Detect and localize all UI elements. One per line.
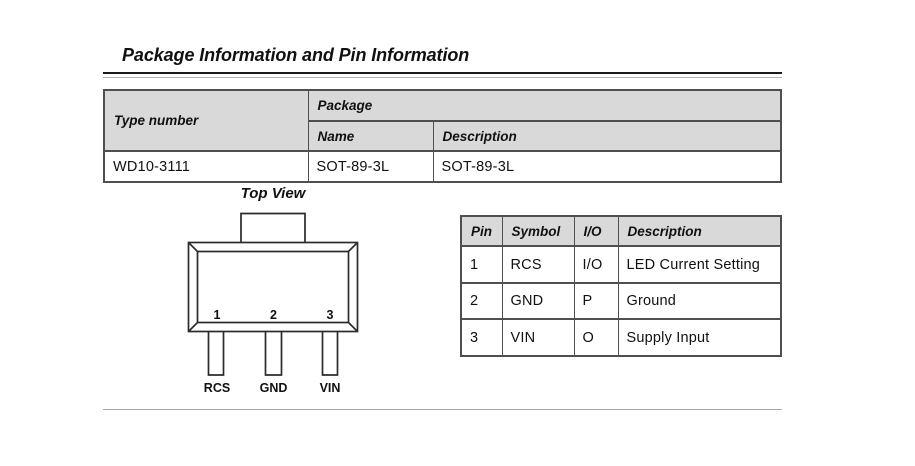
table-row	[104, 151, 781, 182]
cell-description: Ground	[618, 283, 781, 319]
cell-pin: 2	[461, 283, 502, 319]
cell-symbol: RCS	[502, 246, 574, 283]
pin-lead-3	[323, 332, 338, 376]
package-info-table	[103, 89, 782, 183]
title-rule-dark	[103, 72, 782, 74]
corner-bevel-top-left	[189, 243, 198, 252]
cell-description: Supply Input	[618, 319, 781, 356]
header-pin: Pin	[461, 216, 502, 246]
package-tab	[241, 214, 305, 243]
corner-bevel-bottom-left	[189, 323, 198, 332]
corner-bevel-top-right	[349, 243, 358, 252]
table-row	[461, 246, 781, 283]
pin-info-table	[460, 215, 782, 357]
corner-bevel-bottom-right	[349, 323, 358, 332]
cell-package-description: SOT-89-3L	[433, 151, 781, 182]
pin-name-rcs: RCS	[203, 381, 231, 395]
cell-io: I/O	[574, 246, 618, 283]
pin-name-gnd: GND	[259, 381, 288, 395]
pin-lead-2	[266, 332, 282, 376]
cell-pin: 1	[461, 246, 502, 283]
pin-number-2: 2	[270, 308, 277, 322]
cell-pin: 3	[461, 319, 502, 356]
cell-description: LED Current Setting	[618, 246, 781, 283]
page-title: Package Information and Pin Information	[122, 45, 470, 65]
header-package-description: Description	[433, 121, 781, 151]
header-package: Package	[308, 90, 781, 121]
table-row	[461, 319, 781, 356]
header-type-number: Type number	[104, 90, 308, 151]
cell-symbol: GND	[502, 283, 574, 319]
cell-symbol: VIN	[502, 319, 574, 356]
header-symbol: Symbol	[502, 216, 574, 246]
pin-number-1: 1	[213, 308, 221, 322]
cell-io: O	[574, 319, 618, 356]
bottom-rule	[103, 409, 782, 410]
table-row	[461, 283, 781, 319]
cell-package-name: SOT-89-3L	[308, 151, 433, 182]
pin-name-vin: VIN	[319, 381, 341, 395]
package-top-view-diagram	[180, 205, 380, 400]
cell-io: P	[574, 283, 618, 319]
pin-lead-1	[209, 332, 224, 376]
header-description: Description	[618, 216, 781, 246]
header-package-name: Name	[308, 121, 433, 151]
header-io: I/O	[574, 216, 618, 246]
pin-number-3: 3	[326, 308, 334, 322]
top-view-label: Top View	[240, 185, 306, 202]
title-rule-light	[103, 77, 782, 78]
cell-type-number: WD10-3111	[104, 151, 308, 182]
